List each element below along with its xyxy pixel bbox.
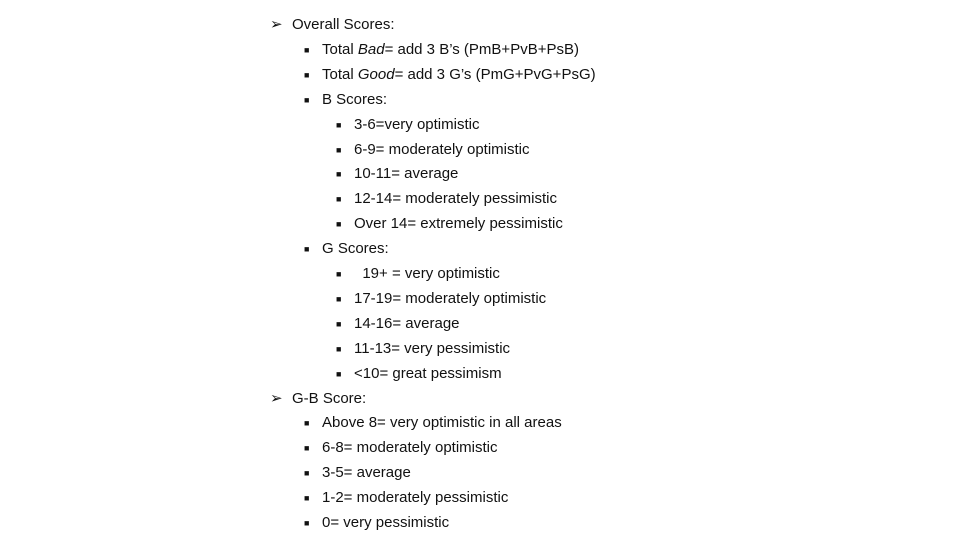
outline-text [354,162,458,186]
outline-item [336,113,479,137]
outline-item [304,63,596,87]
outline-text [292,13,395,37]
italic-term: Bad [357,40,385,58]
outline-text [322,88,387,112]
text-run: 14-16= average [354,314,460,332]
outline-item [304,38,579,62]
outline-text [322,38,579,62]
outline-item [304,411,562,435]
square-bullet-icon: ■ [304,244,310,255]
outline-text [354,187,557,211]
arrow-bullet-icon: ➢ [270,16,283,33]
outline-item [336,287,546,311]
outline-text [322,486,508,510]
text-run: 6-9= moderately optimistic [354,140,530,158]
square-bullet-icon: ■ [304,493,310,504]
outline-item [336,337,510,361]
outline-text [322,237,389,261]
outline-text [292,387,366,411]
text-run: 0= very pessimistic [322,514,450,531]
square-bullet-icon: ■ [304,468,310,479]
square-bullet-icon: ■ [304,443,310,454]
outline-item [304,237,389,261]
outline-item [304,88,387,112]
square-bullet-icon: ■ [304,418,310,429]
outline-text [322,63,596,87]
text-run: Over 14= extremely pessimistic [354,215,563,233]
outline-item [304,461,411,485]
outline-text [322,436,498,460]
text-run: Total [322,65,358,83]
text-run: 6-8= moderately optimistic [322,439,498,457]
outline-item [336,212,563,236]
square-bullet-icon: ■ [304,69,310,80]
outline-text [322,461,411,485]
square-bullet-icon: ■ [336,144,342,155]
text-run: Overall Scores: [292,16,395,33]
outline-item [336,312,460,336]
square-bullet-icon: ■ [304,518,310,528]
square-bullet-icon: ■ [336,219,342,230]
italic-term: Good [357,65,395,83]
text-run: 19+ = very optimistic [354,265,500,282]
outline-text [322,511,449,535]
outline-text [322,411,562,435]
outline-text [354,138,530,162]
outline-text [354,262,500,286]
arrow-bullet-icon: ➢ [270,389,283,407]
text-run: = add 3 B’s (PmB+PvB+PsB) [384,40,579,58]
square-bullet-icon: ■ [336,293,342,304]
text-run: Total [322,40,358,58]
text-run: 3-5= average [322,464,411,482]
square-bullet-icon: ■ [336,119,342,130]
text-run: 12-14= moderately pessimistic [354,190,558,208]
outline-heading [270,387,366,411]
square-bullet-icon: ■ [336,269,342,279]
square-bullet-icon: ■ [336,194,342,205]
text-run: 3-6=very optimistic [354,115,480,133]
outline-heading [270,13,395,37]
outline-item [304,511,449,535]
text-run: = add 3 G’s (PmG+PvG+PsG) [394,65,596,83]
outline-text [354,337,510,361]
text-run: B Scores: [322,90,388,108]
outline-item [336,362,502,386]
outline-text [354,312,460,336]
outline-item [336,162,458,186]
square-bullet-icon: ■ [336,368,342,379]
text-run: G-B Score: [292,389,367,407]
text-run: 1-2= moderately pessimistic [322,489,509,507]
outline-item [304,486,508,510]
outline-text [354,287,546,311]
text-run: G Scores: [322,240,389,258]
outline-text [354,212,563,236]
square-bullet-icon: ■ [304,94,310,105]
outline-item [336,187,557,211]
outline-text [354,113,479,137]
text-run: Above 8= very optimistic in all areas [322,414,562,432]
text-run: 10-11= average [354,165,459,183]
text-run: 11-13= very pessimistic [354,339,511,357]
square-bullet-icon: ■ [304,44,310,55]
square-bullet-icon: ■ [336,318,342,329]
outline-text [354,362,502,386]
outline-item [304,436,498,460]
outline-item [336,262,500,286]
square-bullet-icon: ■ [336,343,342,354]
outline-item [336,138,530,162]
text-run: <10= great pessimism [354,364,502,382]
square-bullet-icon: ■ [336,169,342,180]
text-run: 17-19= moderately optimistic [354,289,547,307]
